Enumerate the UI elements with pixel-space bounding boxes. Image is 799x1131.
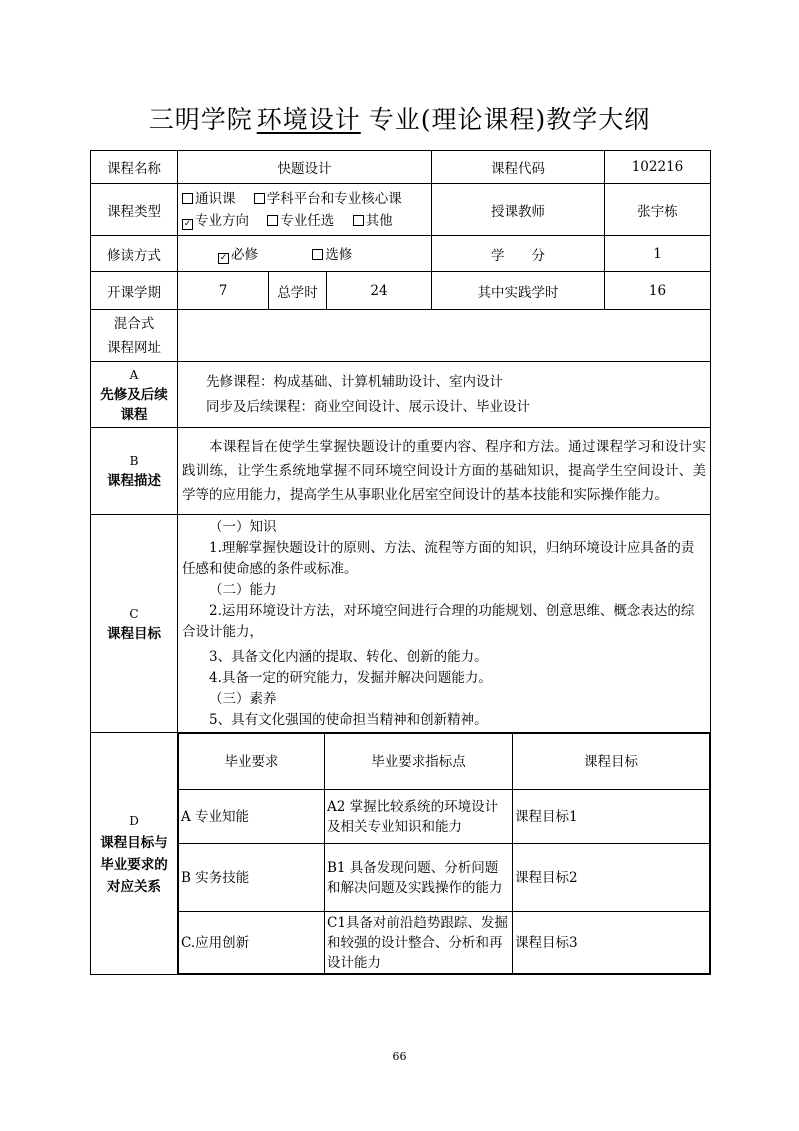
mapping-row	[179, 844, 710, 912]
title-school: 三明学院	[148, 105, 253, 134]
mapping-table	[178, 733, 710, 974]
course-type-label: 课程类型	[91, 184, 178, 236]
practice-hours-value: 16	[605, 272, 711, 310]
section-a-content	[178, 362, 711, 428]
credit-label: 学 分	[432, 236, 605, 272]
option-required: ✓ 必修	[219, 247, 258, 263]
option-direction: ✓ 专业方向	[183, 212, 249, 229]
checked-checkbox-icon: ✓	[183, 218, 192, 229]
objective-4: 4.具备一定的研究能力，发掘并解决问题能力。	[209, 669, 492, 686]
study-mode-options	[178, 236, 432, 272]
mapping-cell: B1 具备发现问题、分析问题和解决问题及实践操作的能力	[325, 844, 513, 912]
section-c-label: C 课程目标	[91, 515, 178, 733]
option-elective: 选修	[312, 247, 352, 263]
total-hours-value: 24	[327, 272, 432, 310]
course-url-label: 混合式 课程网址	[91, 310, 178, 362]
mapping-row	[179, 912, 710, 974]
mapping-header: 毕业要求指标点	[325, 734, 513, 790]
objective-heading-knowledge: （一）知识	[209, 518, 277, 535]
title-suffix: 专业(理论课程)教学大纲	[368, 105, 651, 134]
credit-value: 1	[605, 236, 711, 272]
section-b-label: B 课程描述	[91, 428, 178, 515]
mapping-header-row	[179, 734, 710, 790]
teacher-value: 张宇栋	[605, 184, 711, 236]
course-description: 本课程旨在使学生掌握快题设计的重要内容、程序和方法。通过课程学习和设计实践训练，让学生系统地掌握不同环境空间设计方面的基础知识，提高学生空间设计、美学等的应用能力，提高学生从事职业化居室空间设计的基本技能和实际操作能力。	[182, 439, 706, 503]
section-d-label: D 课程目标与 毕业要求的 对应关系	[91, 733, 178, 975]
option-optional: 专业任选	[267, 213, 334, 229]
course-name-label: 课程名称	[91, 151, 178, 184]
section-c-content	[178, 515, 711, 733]
mapping-cell: 课程目标3	[513, 912, 710, 974]
practice-hours-label: 其中实践学时	[432, 272, 605, 310]
option-general: 通识课	[182, 191, 236, 207]
prerequisite-courses: 先修课程：构成基础、计算机辅助设计、室内设计	[206, 373, 503, 390]
checkbox-icon	[254, 193, 265, 204]
course-code-label: 课程代码	[432, 151, 605, 184]
course-type-options	[178, 184, 432, 236]
mapping-cell: B 实务技能	[179, 844, 325, 912]
objective-3: 3、具备文化内涵的提取、转化、创新的能力。	[209, 648, 488, 665]
course-url-value	[178, 310, 711, 362]
option-core: 学科平台和专业核心课	[254, 191, 402, 207]
mapping-row	[179, 790, 710, 844]
semester-value: 7	[178, 272, 269, 310]
document-title	[0, 100, 799, 136]
syllabus-table	[90, 150, 711, 975]
section-a-label: A 先修及后续 课程	[91, 362, 178, 428]
checked-checkbox-icon: ✓	[219, 253, 228, 263]
objective-heading-literacy: （三）素养	[209, 690, 277, 707]
objective-5: 5、具有文化强国的使命担当精神和创新精神。	[209, 711, 488, 728]
mapping-cell: C1具备对前沿趋势跟踪、发掘和较强的设计整合、分析和再设计能力	[325, 912, 513, 974]
mapping-header: 毕业要求	[179, 734, 325, 790]
study-mode-label: 修读方式	[91, 236, 178, 272]
checkbox-icon	[312, 249, 323, 260]
mapping-cell: C.应用创新	[179, 912, 325, 974]
course-code-value: 102216	[605, 151, 711, 184]
total-hours-label: 总学时	[269, 272, 327, 310]
page-number: 66	[392, 1050, 407, 1063]
mapping-header: 课程目标	[513, 734, 710, 790]
teacher-label: 授课教师	[432, 184, 605, 236]
option-other: 其他	[353, 213, 393, 229]
section-d-content	[178, 733, 711, 975]
checkbox-icon	[353, 215, 364, 226]
semester-label: 开课学期	[91, 272, 178, 310]
objective-heading-ability: （二）能力	[209, 581, 277, 598]
mapping-cell: A2 掌握比较系统的环境设计及相关专业知识和能力	[325, 790, 513, 844]
mapping-cell: A 专业知能	[179, 790, 325, 844]
objective-2: 2.运用环境设计方法，对环境空间进行合理的功能规划、创意思维、概念表达的综合设计能力，	[182, 602, 695, 640]
checkbox-icon	[182, 193, 193, 204]
title-major: 环境设计	[256, 105, 361, 134]
mapping-cell: 课程目标1	[513, 790, 710, 844]
section-b-content	[178, 428, 711, 515]
objective-1: 1.理解掌握快题设计的原则、方法、流程等方面的知识，归纳环境设计应具备的责任感和使命感的条件或标准。	[182, 539, 695, 577]
course-name-value: 快题设计	[178, 151, 432, 184]
followup-courses: 同步及后续课程：商业空间设计、展示设计、毕业设计	[206, 398, 530, 415]
mapping-cell: 课程目标2	[513, 844, 710, 912]
checkbox-icon	[267, 215, 278, 226]
